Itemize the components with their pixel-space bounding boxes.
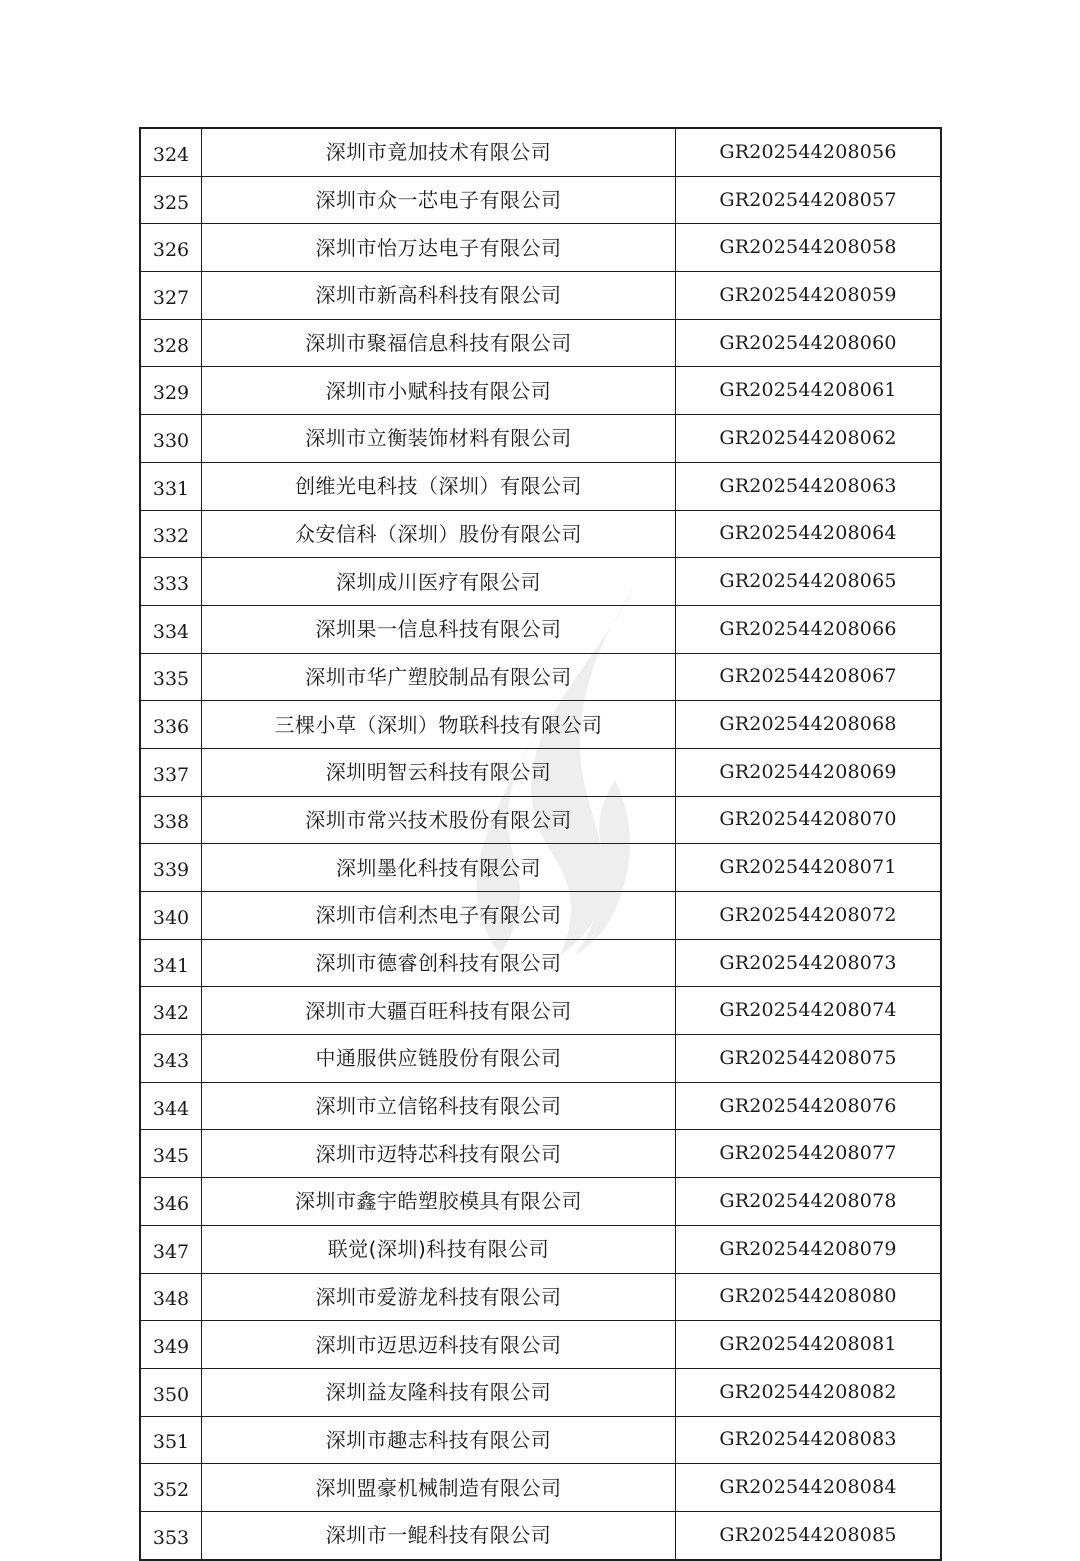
- row-number-cell: 333: [140, 558, 202, 606]
- table-row: [140, 272, 941, 320]
- row-number-cell: 347: [140, 1225, 202, 1273]
- company-name-cell: 深圳市竟加技术有限公司: [202, 128, 676, 176]
- company-name-cell: 深圳成川医疗有限公司: [202, 558, 676, 606]
- row-number-cell: 346: [140, 1178, 202, 1226]
- table-row: [140, 748, 941, 796]
- table-row: [140, 796, 941, 844]
- row-number-cell: 352: [140, 1464, 202, 1512]
- certificate-number-cell: GR202544208073: [676, 939, 942, 987]
- certificate-number-cell: GR202544208066: [676, 605, 942, 653]
- row-number-cell: 324: [140, 128, 202, 176]
- row-number-cell: 335: [140, 653, 202, 701]
- certificate-number-cell: GR202544208064: [676, 510, 942, 558]
- table-row: [140, 1416, 941, 1464]
- row-number-cell: 341: [140, 939, 202, 987]
- certificate-number-cell: GR202544208082: [676, 1368, 942, 1416]
- certificate-number-cell: GR202544208079: [676, 1225, 942, 1273]
- row-number-cell: 329: [140, 367, 202, 415]
- table-row: [140, 1368, 941, 1416]
- certificate-number-cell: GR202544208060: [676, 319, 942, 367]
- company-name-cell: 深圳市迈思迈科技有限公司: [202, 1321, 676, 1369]
- certificate-number-cell: GR202544208072: [676, 892, 942, 940]
- company-name-cell: 深圳明智云科技有限公司: [202, 748, 676, 796]
- certificate-number-cell: GR202544208068: [676, 701, 942, 749]
- row-number-cell: 353: [140, 1511, 202, 1559]
- company-name-cell: 中通服供应链股份有限公司: [202, 1035, 676, 1083]
- certificate-number-cell: GR202544208070: [676, 796, 942, 844]
- company-name-cell: 深圳墨化科技有限公司: [202, 844, 676, 892]
- company-name-cell: 深圳市新高科科技有限公司: [202, 272, 676, 320]
- certificate-number-cell: GR202544208069: [676, 748, 942, 796]
- table-row: [140, 653, 941, 701]
- table-row: [140, 605, 941, 653]
- company-name-cell: 深圳市华广塑胶制品有限公司: [202, 653, 676, 701]
- company-table: [139, 127, 942, 1561]
- table-row: [140, 844, 941, 892]
- table-row: [140, 224, 941, 272]
- table-row: [140, 892, 941, 940]
- certificate-number-cell: GR202544208081: [676, 1321, 942, 1369]
- row-number-cell: 349: [140, 1321, 202, 1369]
- table-body: [140, 128, 941, 1560]
- company-name-cell: 深圳市立信铭科技有限公司: [202, 1082, 676, 1130]
- certificate-number-cell: GR202544208083: [676, 1416, 942, 1464]
- company-name-cell: 深圳市常兴技术股份有限公司: [202, 796, 676, 844]
- certificate-number-cell: GR202544208062: [676, 415, 942, 463]
- table-row: [140, 701, 941, 749]
- row-number-cell: 343: [140, 1035, 202, 1083]
- row-number-cell: 326: [140, 224, 202, 272]
- row-number-cell: 336: [140, 701, 202, 749]
- company-name-cell: 深圳市趣志科技有限公司: [202, 1416, 676, 1464]
- table-row: [140, 367, 941, 415]
- row-number-cell: 328: [140, 319, 202, 367]
- row-number-cell: 345: [140, 1130, 202, 1178]
- row-number-cell: 334: [140, 605, 202, 653]
- table-row: [140, 939, 941, 987]
- row-number-cell: 337: [140, 748, 202, 796]
- table-row: [140, 176, 941, 224]
- table-row: [140, 558, 941, 606]
- certificate-number-cell: GR202544208056: [676, 128, 942, 176]
- table-row: [140, 1321, 941, 1369]
- company-name-cell: 深圳市鑫宇皓塑胶模具有限公司: [202, 1178, 676, 1226]
- company-name-cell: 深圳市小赋科技有限公司: [202, 367, 676, 415]
- row-number-cell: 330: [140, 415, 202, 463]
- certificate-number-cell: GR202544208067: [676, 653, 942, 701]
- row-number-cell: 344: [140, 1082, 202, 1130]
- certificate-number-cell: GR202544208085: [676, 1511, 942, 1559]
- table-row: [140, 319, 941, 367]
- certificate-number-cell: GR202544208058: [676, 224, 942, 272]
- company-name-cell: 深圳盟豪机械制造有限公司: [202, 1464, 676, 1512]
- certificate-number-cell: GR202544208080: [676, 1273, 942, 1321]
- company-name-cell: 深圳市德睿创科技有限公司: [202, 939, 676, 987]
- table-row: [140, 987, 941, 1035]
- company-name-cell: 创维光电科技（深圳）有限公司: [202, 462, 676, 510]
- row-number-cell: 348: [140, 1273, 202, 1321]
- company-name-cell: 深圳市怡万达电子有限公司: [202, 224, 676, 272]
- table-row: [140, 1178, 941, 1226]
- table-row: [140, 415, 941, 463]
- row-number-cell: 339: [140, 844, 202, 892]
- certificate-number-cell: GR202544208078: [676, 1178, 942, 1226]
- certificate-number-cell: GR202544208075: [676, 1035, 942, 1083]
- certificate-number-cell: GR202544208077: [676, 1130, 942, 1178]
- table-row: [140, 1511, 941, 1559]
- row-number-cell: 338: [140, 796, 202, 844]
- table-row: [140, 1464, 941, 1512]
- table-row: [140, 1035, 941, 1083]
- company-name-cell: 深圳市一鲲科技有限公司: [202, 1511, 676, 1559]
- company-name-cell: 深圳市爱游龙科技有限公司: [202, 1273, 676, 1321]
- table-row: [140, 510, 941, 558]
- row-number-cell: 327: [140, 272, 202, 320]
- company-name-cell: 联觉(深圳)科技有限公司: [202, 1225, 676, 1273]
- table-row: [140, 1225, 941, 1273]
- company-name-cell: 深圳市立衡装饰材料有限公司: [202, 415, 676, 463]
- table-row: [140, 462, 941, 510]
- company-name-cell: 三棵小草（深圳）物联科技有限公司: [202, 701, 676, 749]
- certificate-number-cell: GR202544208065: [676, 558, 942, 606]
- row-number-cell: 332: [140, 510, 202, 558]
- certificate-number-cell: GR202544208063: [676, 462, 942, 510]
- company-name-cell: 深圳市信利杰电子有限公司: [202, 892, 676, 940]
- certificate-number-cell: GR202544208074: [676, 987, 942, 1035]
- certificate-number-cell: GR202544208084: [676, 1464, 942, 1512]
- table-row: [140, 1273, 941, 1321]
- row-number-cell: 351: [140, 1416, 202, 1464]
- row-number-cell: 340: [140, 892, 202, 940]
- table-row: [140, 1082, 941, 1130]
- company-name-cell: 深圳果一信息科技有限公司: [202, 605, 676, 653]
- certificate-number-cell: GR202544208059: [676, 272, 942, 320]
- certificate-number-cell: GR202544208071: [676, 844, 942, 892]
- company-name-cell: 深圳益友隆科技有限公司: [202, 1368, 676, 1416]
- row-number-cell: 350: [140, 1368, 202, 1416]
- certificate-number-cell: GR202544208061: [676, 367, 942, 415]
- company-name-cell: 深圳市聚福信息科技有限公司: [202, 319, 676, 367]
- company-name-cell: 深圳市迈特芯科技有限公司: [202, 1130, 676, 1178]
- certificate-number-cell: GR202544208057: [676, 176, 942, 224]
- row-number-cell: 331: [140, 462, 202, 510]
- table-row: [140, 1130, 941, 1178]
- company-name-cell: 众安信科（深圳）股份有限公司: [202, 510, 676, 558]
- company-name-cell: 深圳市众一芯电子有限公司: [202, 176, 676, 224]
- row-number-cell: 325: [140, 176, 202, 224]
- table-row: [140, 128, 941, 176]
- company-name-cell: 深圳市大疆百旺科技有限公司: [202, 987, 676, 1035]
- row-number-cell: 342: [140, 987, 202, 1035]
- certificate-number-cell: GR202544208076: [676, 1082, 942, 1130]
